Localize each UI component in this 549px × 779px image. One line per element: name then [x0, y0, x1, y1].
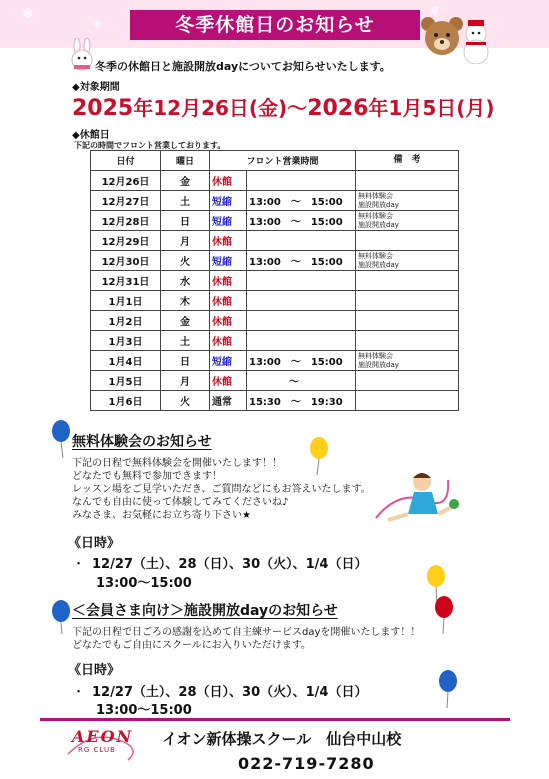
trial-line: レッスン場をご見学いただき、ご質問などにもお答えいたします。	[72, 484, 371, 495]
trial-schedule-label: 《日時》	[68, 536, 121, 551]
remarks-cell: 無料体験会 施設開放day	[356, 351, 459, 371]
status-cell: 短縮	[210, 211, 247, 231]
table-row	[91, 291, 459, 311]
status-cell: 休館	[210, 291, 247, 311]
members-line: どなたでもご自由にスクールにお入りいただけます。	[72, 640, 311, 651]
day-cell: 金	[161, 171, 210, 191]
date-cell: 1月3日	[91, 331, 161, 351]
trial-line: 下記の日程で無料体験会を開催いたします！！	[72, 458, 282, 469]
period-start-year: 2025	[72, 96, 134, 121]
balloon-icon	[50, 420, 72, 460]
status-cell: 短縮	[210, 351, 247, 371]
hours-cell	[247, 331, 356, 351]
date-cell: 12月27日	[91, 191, 161, 211]
trial-line: みなさま、お気軽にお立ち寄り下さい★	[72, 510, 251, 521]
status-cell: 休館	[210, 171, 247, 191]
hours-cell: 13:00 ～ 15:00	[247, 191, 356, 211]
members-title: ＜会員さま向け＞施設開放dayのお知らせ	[72, 603, 338, 619]
gymnast-icon	[370, 458, 460, 528]
status-cell: 休館	[210, 271, 247, 291]
balloon-icon	[50, 600, 72, 634]
table-row	[91, 391, 459, 411]
trial-dates: 12/27（土）、28（日）、30（火）、1/4（日）	[92, 557, 368, 572]
hours-cell: 13:00 ～ 15:00	[247, 251, 356, 271]
remarks-cell: 無料体験会 施設開放day	[356, 191, 459, 211]
header-date: 日付	[91, 151, 161, 171]
date-cell: 12月26日	[91, 171, 161, 191]
remarks-cell	[356, 371, 459, 391]
closed-note: 下記の時間でフロント営業しております。	[74, 141, 226, 150]
day-cell: 月	[161, 231, 210, 251]
hours-cell	[247, 291, 356, 311]
members-dates: 12/27（土）、28（日）、30（火）、1/4（日）	[92, 685, 368, 700]
page-title: 冬季休館日のお知らせ	[175, 14, 375, 36]
day-cell: 木	[161, 291, 210, 311]
remarks-cell: 無料体験会 施設開放day	[356, 251, 459, 271]
table-row	[91, 171, 459, 191]
day-cell: 日	[161, 211, 210, 231]
period-label: ◆対象期間	[72, 82, 120, 93]
hours-cell	[247, 271, 356, 291]
table-row	[91, 351, 459, 371]
date-cell: 12月31日	[91, 271, 161, 291]
hours-cell: 15:30 ～ 19:30	[247, 391, 356, 411]
day-cell: 日	[161, 351, 210, 371]
period-end: 年1月5日(月)	[368, 96, 495, 120]
snowflake-icon: ❄	[22, 6, 34, 22]
school-name: イオン新体操スクール 仙台中山校	[162, 730, 402, 748]
table-row	[91, 271, 459, 291]
rg-club-logo: RG CLUB	[78, 746, 116, 754]
snowflake-icon: ❄	[430, 4, 441, 18]
date-cell: 1月5日	[91, 371, 161, 391]
snowman-icon	[458, 20, 494, 64]
status-cell: 休館	[210, 371, 247, 391]
footer-divider	[40, 718, 510, 721]
aeon-logo: AEON	[72, 727, 134, 746]
date-cell: 12月30日	[91, 251, 161, 271]
trial-line: なんでも自由に使って体験してみてくださいね♪	[72, 497, 289, 508]
header-day: 曜日	[161, 151, 210, 171]
table-row	[91, 231, 459, 251]
date-cell: 1月1日	[91, 291, 161, 311]
remarks-cell	[356, 171, 459, 191]
day-cell: 月	[161, 371, 210, 391]
table-header-row	[91, 151, 459, 171]
date-cell: 12月29日	[91, 231, 161, 251]
trial-time: 13:00～15:00	[96, 576, 192, 591]
period-end-year: 2026	[307, 96, 369, 121]
table-row	[91, 371, 459, 391]
day-cell: 土	[161, 191, 210, 211]
intro-text: 冬季の休館日と施設開放dayについてお知らせいたします。	[95, 60, 391, 73]
closed-label: ◆休館日	[72, 130, 110, 141]
status-cell: 休館	[210, 311, 247, 331]
day-cell: 火	[161, 391, 210, 411]
remarks-cell: 無料体験会 施設開放day	[356, 211, 459, 231]
status-cell: 通常	[210, 391, 247, 411]
period-start: 年12月26日(金)～	[133, 96, 308, 120]
trial-body	[72, 457, 371, 522]
table-row	[91, 191, 459, 211]
remarks-cell	[356, 291, 459, 311]
hours-cell	[247, 171, 356, 191]
bullet: ・	[72, 685, 86, 700]
bullet: ・	[72, 557, 86, 572]
date-cell: 1月6日	[91, 391, 161, 411]
header-remarks: 備 考	[356, 151, 459, 171]
table-row	[91, 211, 459, 231]
remarks-cell	[356, 231, 459, 251]
remarks-cell	[356, 391, 459, 411]
members-body	[72, 626, 420, 652]
day-cell: 火	[161, 251, 210, 271]
members-line: 下記の日程で日ごろの感謝を込めて自主練サービスdayを開催いたします！！	[72, 627, 421, 638]
table-row	[91, 331, 459, 351]
date-cell: 12月28日	[91, 211, 161, 231]
status-cell: 短縮	[210, 251, 247, 271]
phone-number: 022-719-7280	[238, 754, 375, 773]
table-row	[91, 311, 459, 331]
day-cell: 土	[161, 331, 210, 351]
balloon-icon	[437, 670, 459, 710]
day-cell: 金	[161, 311, 210, 331]
trial-line: どなたでも無料で参加できます！	[72, 471, 222, 482]
schedule-table	[90, 150, 459, 411]
hours-cell: 13:00 ～ 15:00	[247, 351, 356, 371]
trial-title: 無料体験会のお知らせ	[72, 434, 212, 450]
bunny-icon	[68, 38, 98, 74]
day-cell: 水	[161, 271, 210, 291]
hours-cell	[247, 311, 356, 331]
hours-cell: ～	[247, 371, 356, 391]
status-cell: 短縮	[210, 191, 247, 211]
hours-cell	[247, 231, 356, 251]
remarks-cell	[356, 311, 459, 331]
date-cell: 1月4日	[91, 351, 161, 371]
status-cell: 休館	[210, 331, 247, 351]
period-range	[72, 92, 495, 121]
remarks-cell	[356, 271, 459, 291]
status-cell: 休館	[210, 231, 247, 251]
date-cell: 1月2日	[91, 311, 161, 331]
members-time: 13:00～15:00	[96, 703, 192, 718]
balloon-icon	[433, 596, 455, 636]
hours-cell: 13:00 ～ 15:00	[247, 211, 356, 231]
header-hours: フロント営業時間	[210, 151, 356, 171]
remarks-cell	[356, 331, 459, 351]
table-row	[91, 251, 459, 271]
snowflake-icon: ❄	[92, 18, 102, 31]
members-schedule-label: 《日時》	[68, 663, 121, 678]
